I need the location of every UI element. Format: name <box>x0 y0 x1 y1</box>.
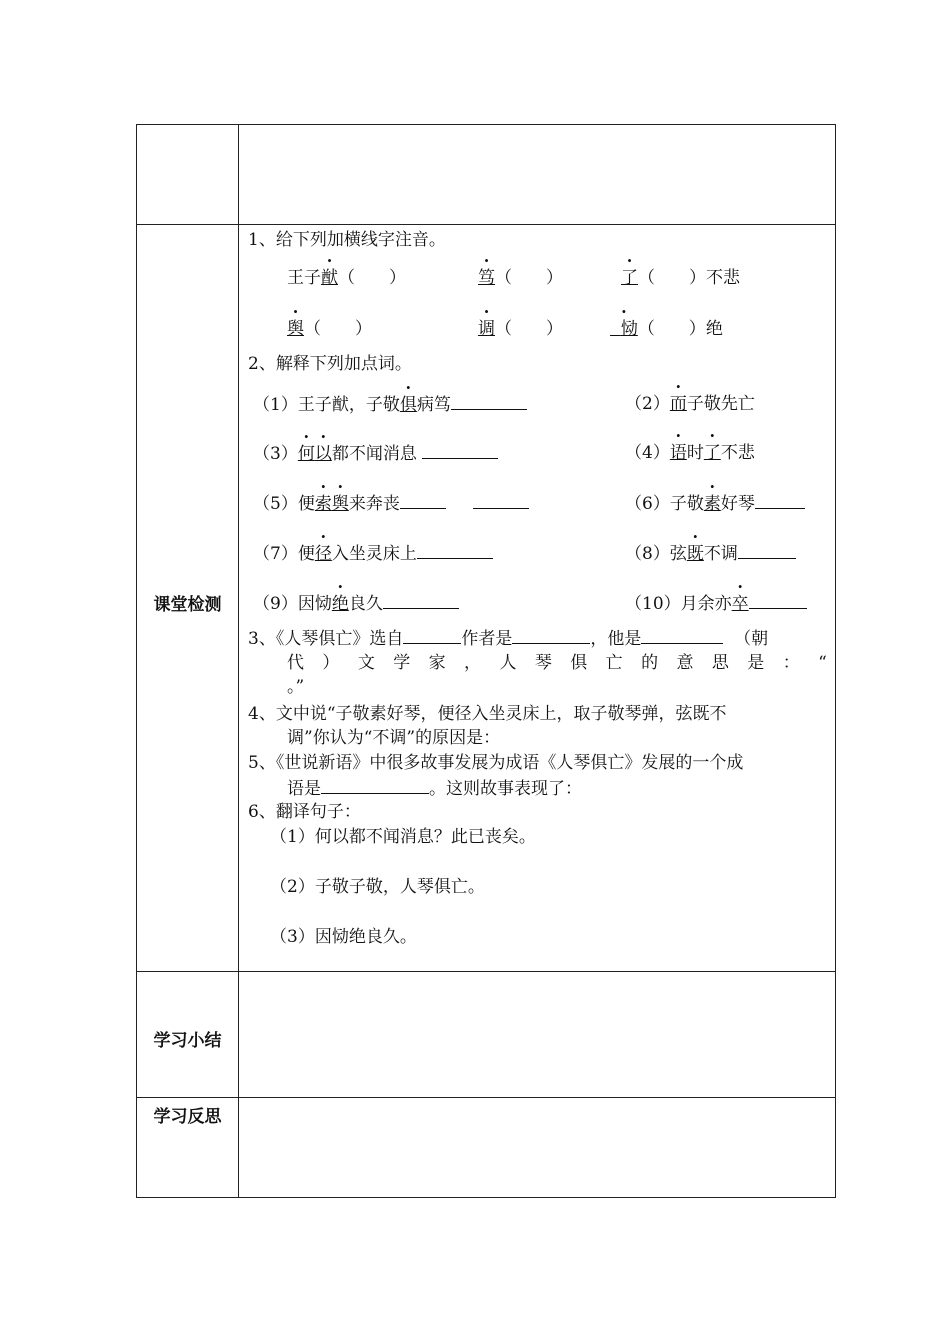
q1-char: 恸 <box>620 319 638 339</box>
q2-title: 2、解释下列加点词。 <box>248 354 412 374</box>
answer-blank[interactable] <box>755 492 805 509</box>
answer-blank[interactable] <box>400 492 446 509</box>
answer-blank[interactable] <box>451 393 527 410</box>
row-divider-3 <box>136 1097 836 1098</box>
q2-item-2: （2）而子敬先亡 <box>625 394 755 414</box>
q2-item-7: （7）便径入坐灵床上 <box>253 542 493 565</box>
q1-title: 1、给下列加横线字注音。 <box>248 230 446 250</box>
q3-line-3: 。” <box>287 677 305 697</box>
answer-blank[interactable] <box>383 592 459 609</box>
q2-item-10: （10）月余亦卒 <box>625 592 807 615</box>
q6-sentence-2: （2）子敬子敬，人琴俱亡。 <box>270 877 485 897</box>
row-label-reflection: 学习反思 <box>153 1107 222 1127</box>
q2-item-8: （8）弦既不调 <box>625 542 796 565</box>
q1-item-4: 舆（ ） <box>287 319 372 339</box>
q1-item-3: 了（ ）不悲 <box>621 268 740 288</box>
answer-blank[interactable] <box>417 542 493 559</box>
q5-line-1: 5、《世说新语》中很多故事发展为成语《人琴俱亡》发展的一个成 <box>248 753 744 773</box>
column-divider <box>238 124 239 1198</box>
q1-char: 了 <box>621 268 638 288</box>
q6-sentence-1: （1）何以都不闻消息？此已丧矣。 <box>270 827 536 847</box>
table-border-right <box>835 124 836 1198</box>
answer-blank[interactable] <box>738 542 796 559</box>
answer-blank[interactable] <box>512 627 590 644</box>
answer-blank[interactable] <box>641 627 723 644</box>
q1-item-5: 调（ ） <box>478 319 563 339</box>
q2-item-1: （1）王子猷，子敬俱病笃 <box>253 393 527 416</box>
answer-blank[interactable] <box>321 777 429 794</box>
q3-line-2: 代 ） 文 学 家 ， 人 琴 俱 亡 的 意 思 是 ： “ <box>287 653 827 673</box>
q2-item-3: （3）何以都不闻消息 <box>253 442 498 465</box>
q1-char: 舆 <box>287 319 304 339</box>
table-border-top <box>136 124 836 125</box>
q1-char: 笃 <box>478 268 495 288</box>
q1-char: 猷 <box>321 268 338 288</box>
q1-item-2: 笃（ ） <box>478 268 563 288</box>
row-divider-1 <box>136 224 836 225</box>
q1-item-1: 王子猷（ ） <box>287 268 406 288</box>
table-border-bottom <box>136 1197 836 1198</box>
q4-line-2: 调”你认为“不调”的原因是： <box>287 728 501 748</box>
q2-item-6: （6）子敬素好琴 <box>625 492 805 515</box>
q6-sentence-3: （3）因恸绝良久。 <box>270 927 417 947</box>
row-label-summary: 学习小结 <box>153 1031 222 1051</box>
row-label-class-test: 课堂检测 <box>153 595 222 615</box>
q5-line-2: 语是 。这则故事表现了： <box>287 779 582 799</box>
q3-line-1: 3、《人琴俱亡》选自 作者是 ，他是 （朝 <box>248 629 769 649</box>
q2-item-4: （4）语时了不悲 <box>625 443 755 463</box>
q6-title: 6、翻译句子： <box>248 802 361 822</box>
answer-blank[interactable] <box>403 627 461 644</box>
row-divider-2 <box>136 971 836 972</box>
q2-item-9: （9）因恸绝良久 <box>253 592 459 615</box>
q1-char: 调 <box>478 319 495 339</box>
answer-blank[interactable] <box>422 442 498 459</box>
q1-item-6: 恸（ ）绝 <box>610 318 723 340</box>
answer-blank[interactable] <box>473 492 529 509</box>
q4-line-1: 4、文中说“子敬素好琴，便径入坐灵床上，取子敬琴弹，弦既不 <box>248 704 727 724</box>
q2-item-5: （5）便索舆来奔丧 <box>253 492 529 515</box>
answer-blank[interactable] <box>749 592 807 609</box>
